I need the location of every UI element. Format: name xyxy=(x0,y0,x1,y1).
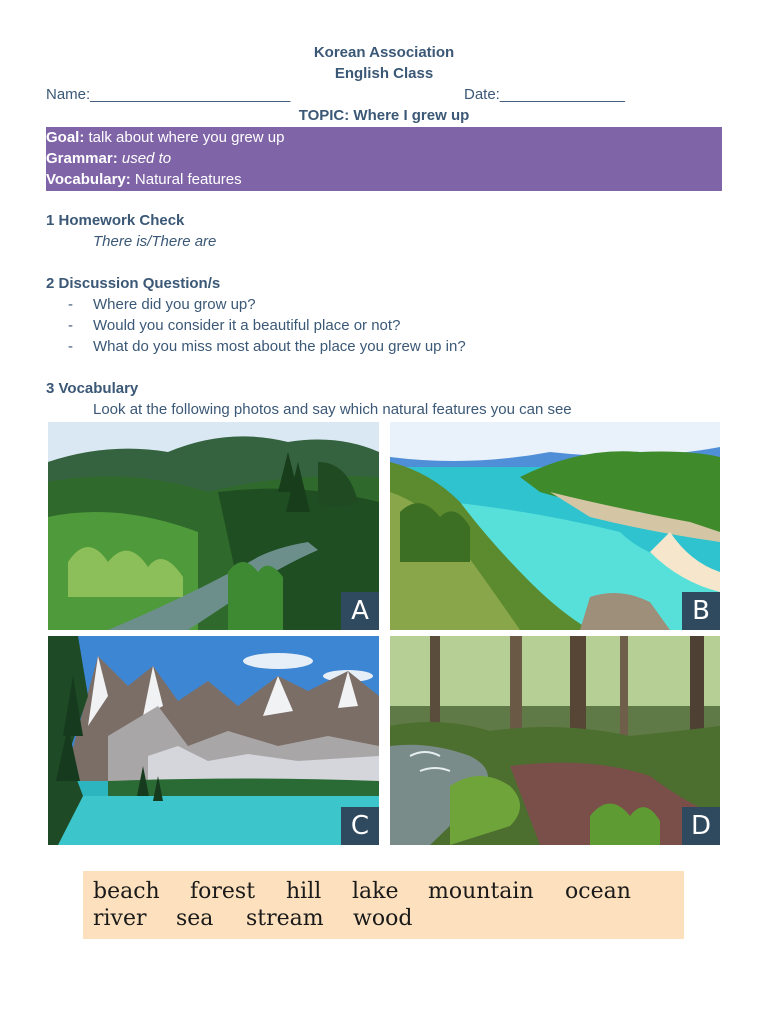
vocabulary-instruction: Look at the following photos and say which natural features you can see xyxy=(93,401,572,418)
date-field-label: Date:_______________ xyxy=(464,86,625,103)
forest-stream-photo xyxy=(390,636,720,845)
homework-check-heading: 1 Homework Check xyxy=(46,212,185,229)
discussion-question: Would you consider it a beautiful place or not? xyxy=(93,317,401,334)
photo-letter-c: C xyxy=(341,807,379,845)
bullet-dash: - xyxy=(68,338,73,355)
vocabulary-label: Vocabulary: xyxy=(46,171,131,188)
word-bank-item: hill xyxy=(286,879,322,904)
homework-check-text: There is/There are xyxy=(93,233,217,250)
goal-label: Goal: xyxy=(46,129,85,146)
word-bank-item: forest xyxy=(190,879,256,904)
beach-cove-photo xyxy=(390,422,720,630)
grammar-label: Grammar: xyxy=(46,150,118,167)
word-bank-item: mountain xyxy=(428,879,534,904)
vocabulary-row xyxy=(46,169,722,190)
discussion-heading: 2 Discussion Question/s xyxy=(46,275,221,292)
vocabulary-text: Natural features xyxy=(130,171,242,188)
grammar-row xyxy=(46,148,722,169)
photo-letter-a: A xyxy=(341,592,379,630)
word-bank-item: river xyxy=(93,906,147,931)
word-bank-item: ocean xyxy=(565,879,631,904)
topic-heading: TOPIC: Where I grew up xyxy=(298,107,470,124)
discussion-question: Where did you grow up? xyxy=(93,296,256,313)
word-bank-item: beach xyxy=(93,879,160,904)
bullet-dash: - xyxy=(68,296,73,313)
lesson-goals-box xyxy=(46,127,722,191)
name-field-label: Name:________________________ xyxy=(46,86,291,103)
goal-text: talk about where you grew up xyxy=(84,129,285,146)
word-bank xyxy=(83,871,684,939)
word-bank-item: lake xyxy=(352,879,399,904)
word-bank-item: wood xyxy=(353,906,413,931)
bullet-dash: - xyxy=(68,317,73,334)
discussion-question: What do you miss most about the place you grew up in? xyxy=(93,338,466,355)
class-title: English Class xyxy=(334,65,434,82)
word-bank-item: sea xyxy=(176,906,214,931)
river-valley-photo xyxy=(48,422,379,630)
goal-row xyxy=(46,127,722,148)
mountain-lake-photo xyxy=(48,636,379,845)
word-bank-item: stream xyxy=(246,906,324,931)
association-title: Korean Association xyxy=(313,44,455,61)
grammar-text: used to xyxy=(121,150,172,167)
photo-letter-b: B xyxy=(682,592,720,630)
photo-letter-d: D xyxy=(682,807,720,845)
vocabulary-heading: 3 Vocabulary xyxy=(46,380,139,397)
